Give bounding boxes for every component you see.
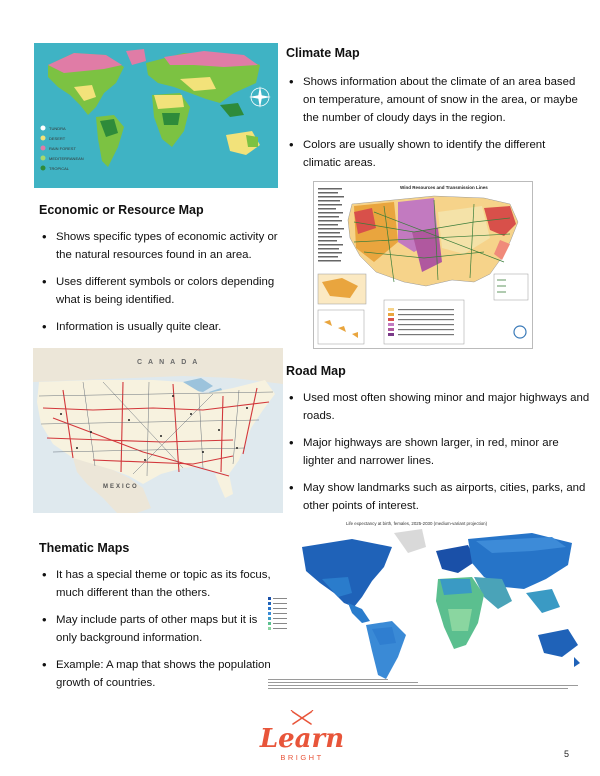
thematic-map-title-heading: Thematic Maps	[39, 541, 130, 555]
road-map-title: Road Map	[286, 364, 346, 378]
crossed-pencils-icon	[291, 710, 313, 724]
economic-map-image	[313, 181, 533, 349]
climate-map-image	[34, 43, 278, 188]
climate-legend-4: MEDITERRANEAN	[49, 156, 84, 161]
thematic-bullet-2: • May include parts of other maps but it is only background information.	[39, 611, 279, 647]
road-bullet-2: • Major highways are shown larger, in red, minor are lighter and narrower lines.	[286, 434, 590, 470]
road-bullet-3: • May show landmarks such as airports, cities, parks, and other points of interest.	[286, 479, 590, 515]
economic-bullet-list	[39, 228, 281, 345]
wind-map-title: Wind Resources and Transmission Lines	[400, 185, 488, 190]
road-map-image	[33, 348, 283, 513]
economic-bullet-2: • Uses different symbols or colors depending what is being identified.	[39, 273, 281, 309]
road-map-canada-label: CANADA	[137, 359, 204, 366]
thematic-bullet-3: • Example: A map that shows the population growth of countries.	[39, 656, 279, 692]
climate-bullet-1: • Shows information about the climate of an area based on temperature, amount of snow in the area, or maybe the number of cloudy days in the region.	[286, 73, 586, 127]
thematic-map-title: Life expectancy at birth, females, 2025-2030 (medium-variant projection)	[346, 521, 488, 526]
page-number: 5	[564, 749, 570, 759]
thematic-map-image	[262, 517, 588, 692]
road-bullet-1: • Used most often showing minor and major highways and roads.	[286, 389, 590, 425]
climate-legend-1: TUNDRA	[49, 126, 66, 131]
logo-learn-text: Learn	[259, 724, 345, 754]
economic-bullet-1: • Shows specific types of economic activity or the natural resources found in an area.	[39, 228, 281, 264]
climate-legend-2: DESERT	[49, 136, 66, 141]
climate-bullet-2: • Colors are usually shown to identify the different climatic areas.	[286, 136, 586, 172]
climate-legend-3: RAIN FOREST	[49, 146, 76, 151]
road-map-mexico-label: MEXICO	[103, 484, 139, 490]
climate-legend-5: TROPICAL	[49, 166, 70, 171]
economic-bullet-3: • Information is usually quite clear.	[39, 318, 281, 336]
climate-map-title: Climate Map	[286, 46, 360, 60]
road-bullet-list	[286, 389, 590, 524]
thematic-bullet-1: • It has a special theme or topic as its focus, much different than the others.	[39, 566, 279, 602]
economic-map-title: Economic or Resource Map	[39, 203, 204, 217]
thematic-bullet-list	[39, 566, 279, 701]
logo-bright-text: BRIGHT	[280, 753, 324, 762]
learn-bright-logo	[252, 710, 352, 764]
climate-bullet-list	[286, 73, 586, 181]
